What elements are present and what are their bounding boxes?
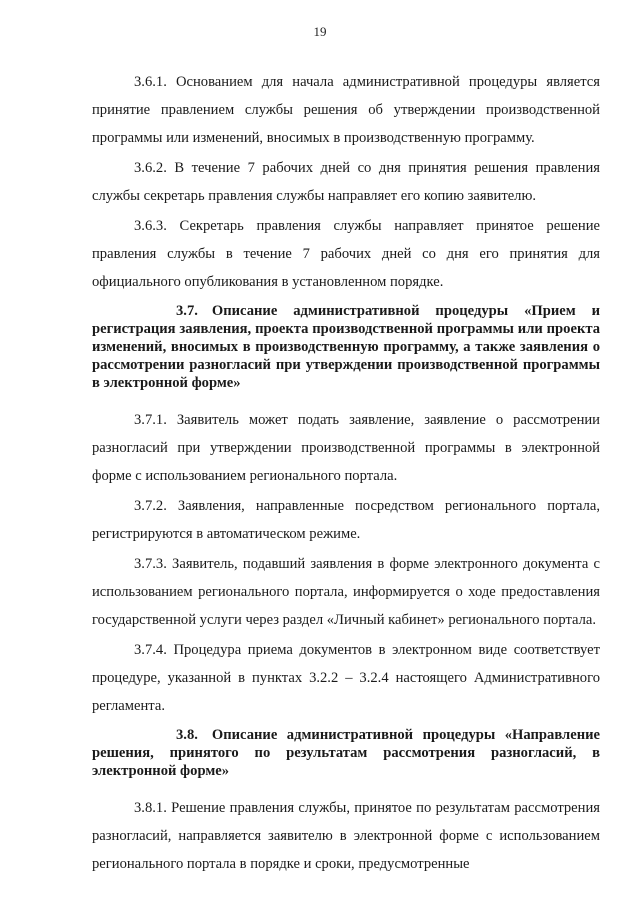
- section-number: 3.8.: [176, 727, 198, 743]
- section-title: Описание административной процедуры «Прием и регистрация заявления, проекта производственной программы или проекта изменений, вносимых в производственную программу, а также заявления о рассмотрении разногласий при утверждении производственной программы в электронной форме»: [92, 303, 600, 391]
- paragraph-3-7-2: 3.7.2. Заявления, направленные посредством регионального портала, регистрируются в автоматическом режиме.: [92, 498, 600, 542]
- section-heading-3-8: [92, 726, 600, 780]
- paragraph-3-7-3: 3.7.3. Заявитель, подавший заявления в форме электронного документа с использованием регионального портала, информируется о ходе предоставления государственной услуги через раздел «Личный кабинет» регионального портала.: [92, 556, 600, 628]
- paragraph-3-7-1: 3.7.1. Заявитель может подать заявление, заявление о рассмотрении разногласий при утверждении производственной программы в электронной форме с использованием регионального портала.: [92, 412, 600, 484]
- section-heading-3-7: [92, 302, 600, 392]
- paragraph-3-6-3: 3.6.3. Секретарь правления службы направляет принятое решение правления службы в течение 7 рабочих дней со дня его принятия для официального опубликования в установленном порядке.: [92, 218, 600, 290]
- paragraph-3-6-1: 3.6.1. Основанием для начала административной процедуры является принятие правлением службы решения об утверждении производственной программы или изменений, вносимых в производственную программу.: [92, 74, 600, 146]
- section-title: Описание административной процедуры «Направление решения, принятого по результатам рассмотрения разногласий, в электронной форме»: [92, 727, 600, 779]
- document-body: [92, 68, 600, 878]
- paragraph-3-6-2: 3.6.2. В течение 7 рабочих дней со дня принятия решения правления службы секретарь правления службы направляет его копию заявителю.: [92, 160, 600, 204]
- paragraph-3-7-4: 3.7.4. Процедура приема документов в электронном виде соответствует процедуре, указанной в пунктах 3.2.2 – 3.2.4 настоящего Административного регламента.: [92, 642, 600, 714]
- section-number: 3.7.: [176, 303, 198, 319]
- paragraph-3-8-1: 3.8.1. Решение правления службы, принятое по результатам рассмотрения разногласий, направляется заявителю в электронной форме с использованием регионального портала в порядке и сроки, предусмотренные: [92, 800, 600, 872]
- page-number: 19: [313, 24, 327, 39]
